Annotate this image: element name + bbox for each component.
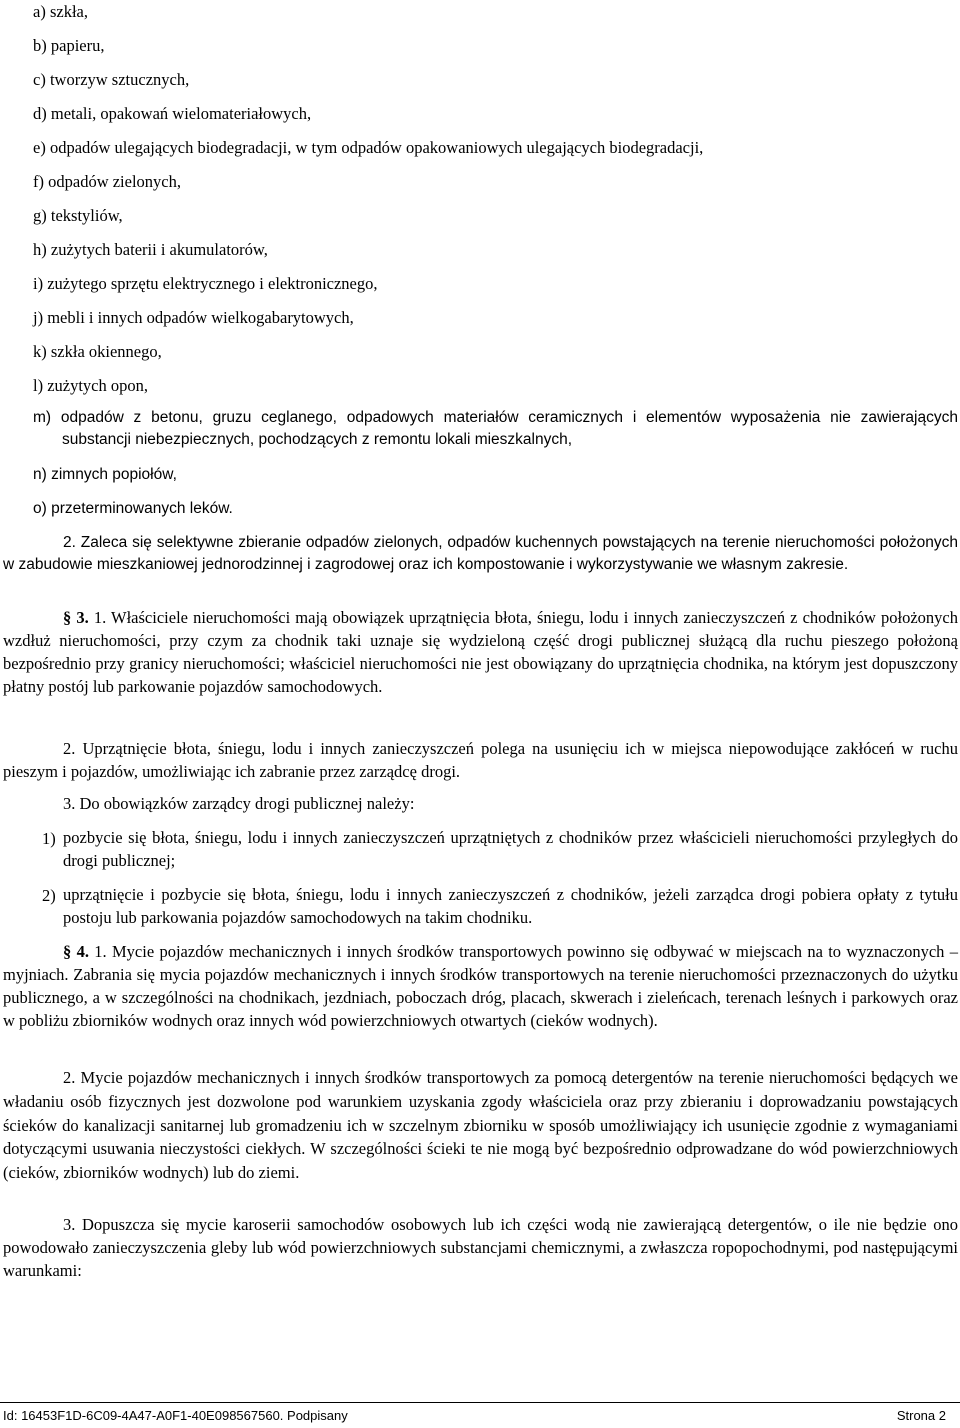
section-4-paragraph-2: 2. Mycie pojazdów mechanicznych i innych środków transportowych za pomocą detergentów na terenie nieruchomości będących we władaniu osób fizycznych jest dozwolone pod warunkiem uzyskania zgody właściciela oraz przy zbieraniu i doprowadzaniu powstających ścieków do kanalizacji sanitarnej lub gromadzeniu ich w szczelnym zbiorniku w sposób umożliwiający ich usunięcie zgodnie z wymaganiami dotyczącymi usuwania nieczystości ciekłych. W szczególności ścieki te nie mogą być bezpośrednio odprowadzane do wód powierzchniowych (cieków, zbiorników wodnych) lub do ziemi. — [3, 1068, 958, 1183]
list-item-g: g) tekstyliów, — [33, 206, 123, 225]
list-item-m: m) odpadów z betonu, gruzu ceglanego, odpadowych materiałów ceramicznych i elementów wyposażenia nie zawierających substancji niebezpiecznych, pochodzących z remontu lokali mieszkalnych, — [33, 409, 958, 448]
list-item-o: o) przeterminowanych leków. — [33, 500, 233, 517]
list-item-b: b) papieru, — [33, 36, 105, 55]
list-item-e: e) odpadów ulegających biodegradacji, w tym odpadów opakowaniowych ulegających biodegradacji, — [33, 138, 704, 157]
section-3-number: § 3. — [63, 608, 89, 627]
list-item-f: f) odpadów zielonych, — [33, 172, 181, 191]
section-3-item-2: uprzątnięcie i pozbycie się błota, śniegu, lodu i innych zanieczyszczeń z chodników, jeżeli zarządca drogi pobiera opłaty z tytułu postoju lub parkowania pojazdów samochodowych na takim chodniku. — [63, 885, 958, 927]
section-4-paragraph-1 — [3, 940, 958, 1032]
footer-page-number: Strona 2 — [896, 1408, 946, 1423]
list-item-n: n) zimnych popiołów, — [33, 466, 177, 483]
section-4-number: § 4. — [63, 942, 89, 961]
list-item-c: c) tworzyw sztucznych, — [33, 70, 190, 89]
list-item-d: d) metali, opakowań wielomateriałowych, — [33, 104, 312, 123]
footer-divider — [0, 1402, 960, 1403]
list-item-i: i) zużytego sprzętu elektrycznego i elektronicznego, — [33, 274, 378, 293]
list-item-l: l) zużytych opon, — [33, 376, 149, 395]
section-3-item-2-number: 2) — [42, 886, 56, 905]
list-item-a: a) szkła, — [33, 2, 88, 21]
paragraph-2-selective-collection: 2. Zaleca się selektywne zbieranie odpadów zielonych, odpadów kuchennych powstających na terenie nieruchomości położonych w zabudowie mieszkaniowej jednorodzinnej i zagrodowej oraz ich kompostowanie i wykorzystywanie we własnym zakresie. — [3, 534, 958, 573]
section-3-paragraph-1 — [3, 606, 958, 698]
list-item-k: k) szkła okiennego, — [33, 342, 162, 361]
section-4-paragraph-3: 3. Dopuszcza się mycie karoserii samochodów osobowych lub ich części wodą nie zawierającą detergentów, o ile nie będzie ono powodowało zanieczyszczenia gleby lub wód powierzchniowych substancjami chemicznymi, a zwłaszcza ropopochodnymi, pod następującymi warunkami: — [3, 1215, 958, 1280]
list-item-j: j) mebli i innych odpadów wielkogabarytowych, — [33, 308, 354, 327]
section-3-p1-text: 1. Właściciele nieruchomości mają obowiązek uprzątnięcia błota, śniegu, lodu i innych zanieczyszczeń z chodników położonych wzdłuż nieruchomości, przy czym za chodnik taki uznaje się wydzieloną część drogi publicznej służącą dla ruchu pieszego położoną bezpośrednio przy granicy nieruchomości; właściciel nieruchomości nie jest obowiązany do uprzątnięcia chodnika, na którym jest dopuszczony płatny postój lub parkowanie pojazdów samochodowych. — [3, 608, 959, 696]
section-3-item-1: pozbycie się błota, śniegu, lodu i innych zanieczyszczeń uprzątniętych z chodników przez właścicieli nieruchomości przyległych do drogi publicznej; — [63, 828, 958, 870]
section-4-p1-text: 1. Mycie pojazdów mechanicznych i innych środków transportowych powinno się odbywać w miejscach na to wyznaczonych – myjniach. Zabrania się mycia pojazdów mechanicznych i innych środków transportowych na terenie nieruchomości przeznaczonych do użytku publicznego, a w szczególności na chodnikach, jezdniach, poboczach dróg, placach, skwerach i zieleńcach, terenach leśnych i parkowych oraz w pobliżu zbiorników wodnych oraz innych wód powierzchniowych otwartych (cieków wodnych). — [3, 942, 958, 1030]
list-item-h: h) zużytych baterii i akumulatorów, — [33, 240, 268, 259]
section-3-item-1-number: 1) — [42, 829, 56, 848]
footer-document-id: Id: 16453F1D-6C09-4A47-A0F1-40E098567560. Podpisany — [3, 1408, 348, 1423]
section-3-paragraph-3: 3. Do obowiązków zarządcy drogi publicznej należy: — [63, 794, 415, 813]
section-3-paragraph-2: 2. Uprzątnięcie błota, śniegu, lodu i innych zanieczyszczeń polega na usunięciu ich w miejsca niepowodujące zakłóceń w ruchu pieszym i pojazdów, umożliwiając ich zabranie przez zarządcę drogi. — [3, 739, 958, 781]
